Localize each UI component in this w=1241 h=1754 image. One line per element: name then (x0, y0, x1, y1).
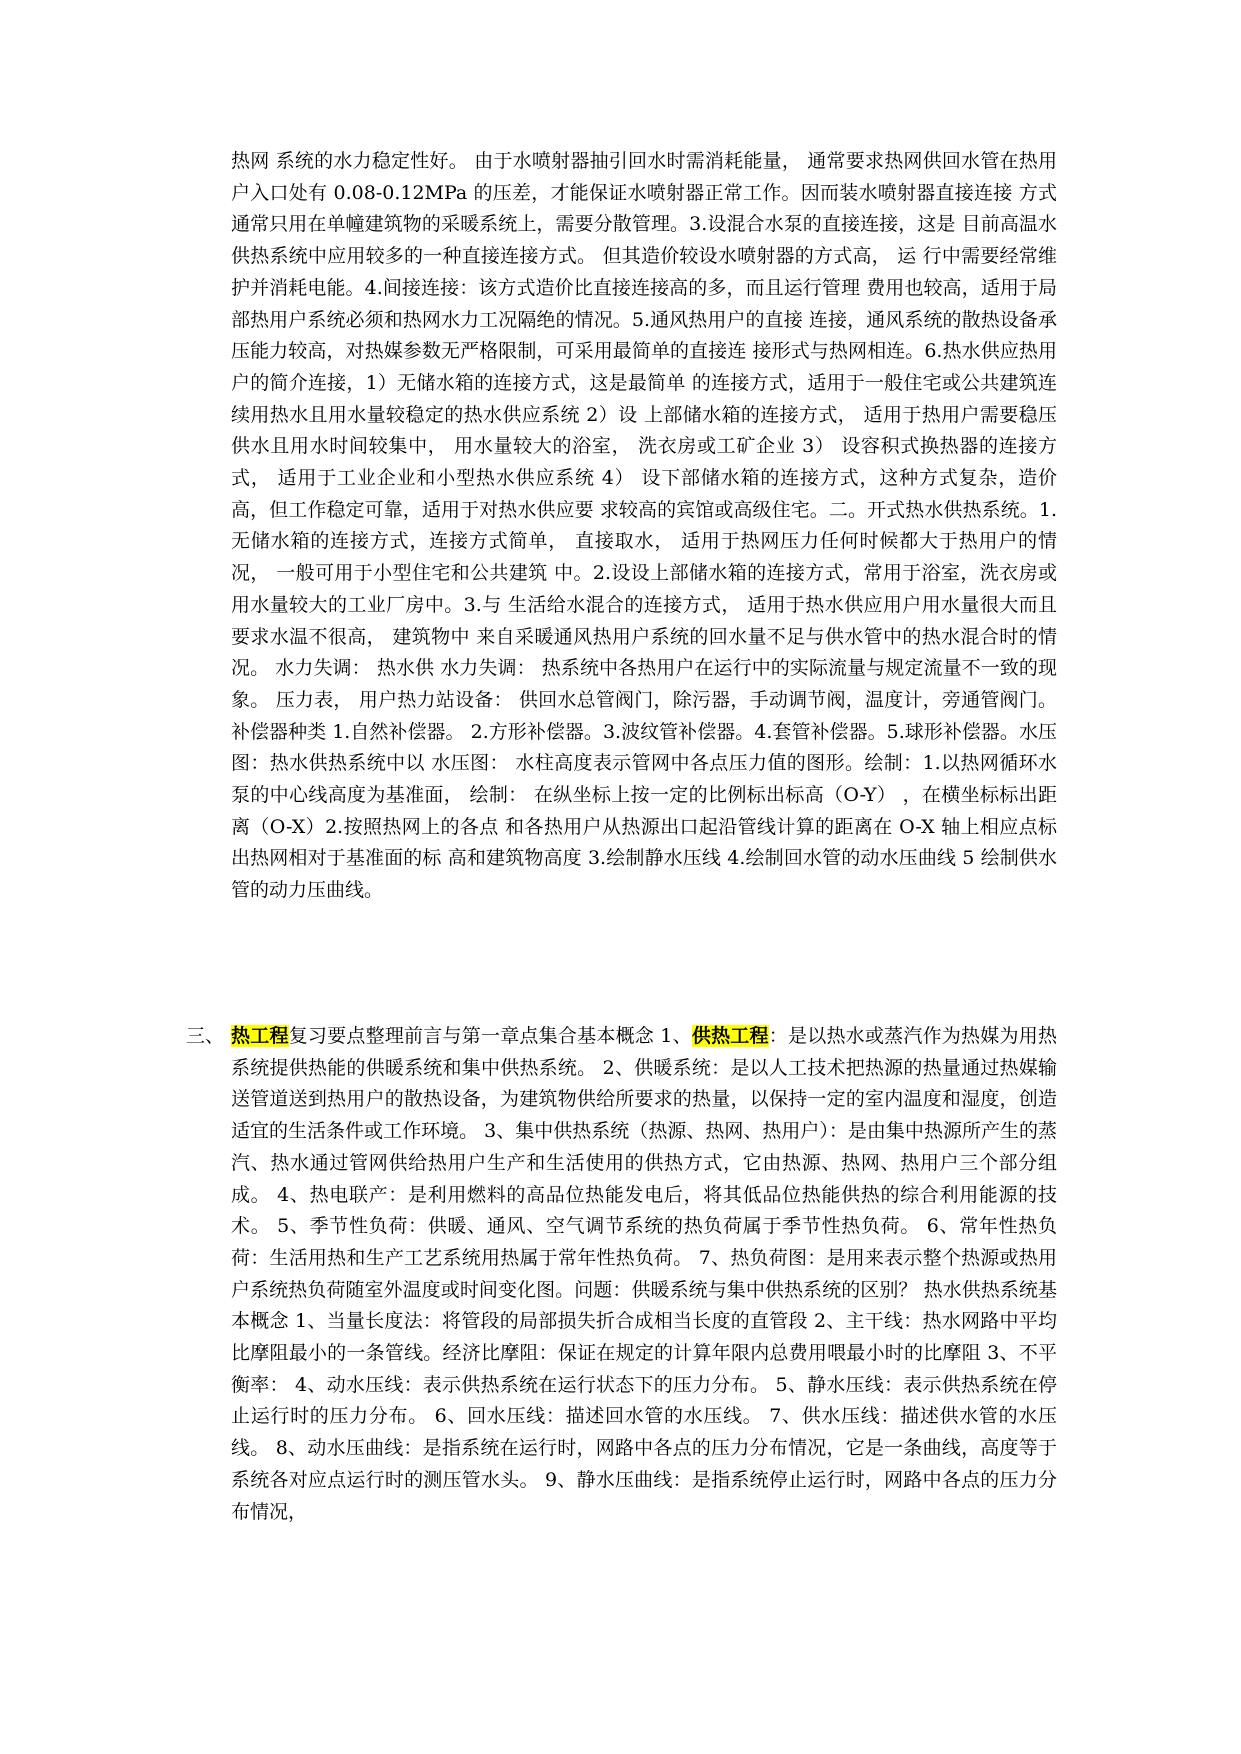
section-three-text (231, 1021, 1057, 1528)
section-number: 三、 (186, 1025, 225, 1047)
body-paragraph: 热网 系统的水力稳定性好。 由于水喷射器抽引回水时需消耗能量， 通常要求热网供回水管在热用 户入口处有 0.08-0.12MPa 的压差，才能保证水喷射器正常工作。因而装水喷射器直接连接 方式通常只用在单幢建筑物的采暖系统上，需要分散管理。3.设混合水泵的直接连接，这是 目前高温水供热系统中应用较多的一种直接连接方式。 但其造价较设水喷射器的方式高， 运 行中需要经常维护并消耗电能。4.间接连接：该方式造价比直接连接高的多，而且运行管理 费用也较高，适用于局部热用户系统必须和热网水力工况隔绝的情况。5.通风热用户的直接 连接，通风系统的散热设备承压能力较高，对热媒参数无严格限制，可采用最简单的直接连 接形式与热网相连。6.热水供应热用户的简介连接，1）无储水箱的连接方式，这是最简单 的连接方式，适用于一般住宅或公共建筑连续用热水且用水量较稳定的热水供应系统 2）设 上部储水箱的连接方式， 适用于热用户需要稳压供水且用水时间较集中， 用水量较大的浴室， 洗衣房或工矿企业 3） 设容积式换热器的连接方式， 适用于工业企业和小型热水供应系统 4） 设下部储水箱的连接方式，这种方式复杂，造价高，但工作稳定可靠，适用于对热水供应要 求较高的宾馆或高级住宅。二。开式热水供热系统。1.无储水箱的连接方式，连接方式简单， 直接取水， 适用于热网压力任何时候都大于热用户的情况， 一般可用于小型住宅和公共建筑 中。2.设设上部储水箱的连接方式，常用于浴室，洗衣房或用水量较大的工业厂房中。3.与 生活给水混合的连接方式， 适用于热水供应用户用水量很大而且要求水温不很高， 建筑物中 来自采暖通风热用户系统的回水量不足与供水管中的热水混合时的情况。 水力失调： 热水供 水力失调： 热系统中各热用户在运行中的实际流量与规定流量不一致的现象。 压力表， 用户热力站设备： 供回水总管阀门，除污器，手动调节阀，温度计，旁通管阀门。补偿器种类 1.自然补偿器。 2.方形补偿器。3.波纹管补偿器。4.套管补偿器。5.球形补偿器。水压图：热水供热系统中以 水压图： 水柱高度表示管网中各点压力值的图形。绘制：1.以热网循环水泵的中心线高度为基准面， 绘制： 在纵坐标上按一定的比例标出标高（O-Y） ，在横坐标标出距离（O-X）2.按照热网上的各点 和各热用户从热源出口起沿管线计算的距离在 O-X 轴上相应点标出热网相对于基准面的标 高和建筑物高度 3.绘制静水压线 4.绘制回水管的动水压曲线 5 绘制供水管的动力压曲线。 (231, 150, 1057, 902)
section-text-part-b: ：是以热水或蒸汽作为热媒为用热系统提供热能的供暖系统和集中供热系统。 2、供暖系统：是以人工技术把热源的热量通过热媒输送管道送到热用户的散热设备，为建筑物供给所要求的热量，以保持一定的室内温度和湿度，创造适宜的生活条件或工作环境。 3、集中供热系统（热源、热网、热用户）：是由集中热源所产生的蒸汽、热水通过管网供给热用户生产和生活使用的供热方式，它由热源、热网、热用户三个部分组成。 4、热电联产：是利用燃料的高品位热能发电后，将其低品位热能供热的综合利用能源的技术。 5、季节性负荷：供暖、通风、空气调节系统的热负荷属于季节性热负荷。 6、常年性热负荷：生活用热和生产工艺系统用热属于常年性热负荷。 7、热负荷图：是用来表示整个热源或热用户系统热负荷随室外温度或时间变化图。问题：供暖系统与集中供热系统的区别？ 热水供热系统基本概念 1、当量长度法：将管段的局部损失折合成相当长度的直管段 2、主干线：热水网路中平均比摩阻最小的一条管线。经济比摩阻：保证在规定的计算年限内总费用喂最小时的比摩阻 3、不平衡率： 4、动水压线：表示供热系统在运行状态下的压力分布。 5、静水压线：表示供热系统在停止运行时的压力分布。 6、回水压线：描述回水管的水压线。 7、供水压线：描述供水管的水压线。 8、动水压曲线：是指系统在运行时，网路中各点的压力分布情况，它是一条曲线，高度等于系统各对应点运行时的测压管水头。 9、静水压曲线：是指系统停止运行时，网路中各点的压力分布情况， (231, 1025, 1057, 1523)
highlighted-term: 热工程 (231, 1025, 289, 1047)
highlighted-term: 供热工程 (691, 1025, 769, 1047)
section-three (186, 1021, 1057, 1528)
section-text-part-a: 复习要点整理前言与第一章点集合基本概念 1、 (288, 1025, 692, 1047)
